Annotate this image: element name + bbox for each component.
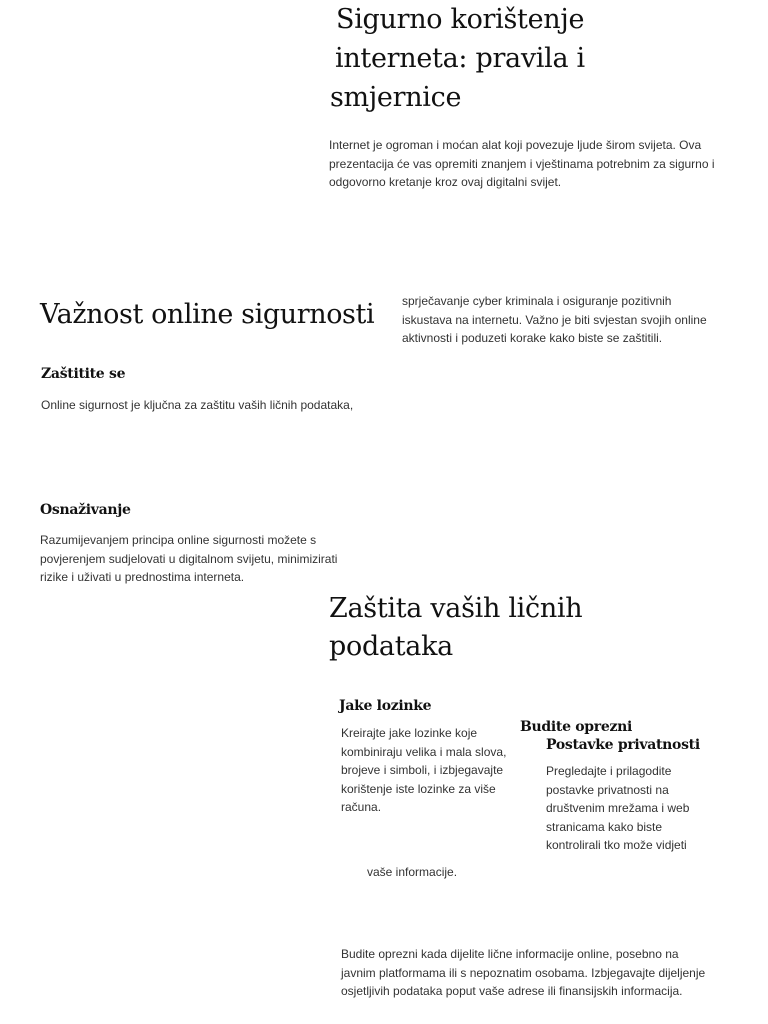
privacy-text: [546, 762, 726, 855]
passwords-line: korištenje iste lozinke za više: [341, 781, 496, 796]
slide1-title-line: smjernice: [330, 82, 462, 113]
empower-text: [40, 531, 370, 587]
slide2-side-line: aktivnosti i poduzeti korake kako biste se zaštitili.: [402, 331, 663, 345]
slide1-intro-line: prezentacija će vas opremiti znanjem i vještinama potrebnim za sigurno i: [329, 156, 715, 171]
slide2-title: Važnost online sigurnosti: [40, 299, 375, 330]
careful-heading: Budite oprezni: [520, 719, 633, 735]
passwords-text: [341, 724, 521, 817]
slide1-intro-line: Internet je ogroman i moćan alat koji povezuje ljude širom svijeta. Ova: [329, 138, 702, 152]
passwords-line: kombiniraju velika i mala slova,: [341, 744, 507, 759]
careful-line: Budite oprezni kada dijelite lične informacije online, posebno na: [341, 947, 679, 961]
passwords-line: računa.: [341, 800, 382, 814]
slide3-title: [329, 590, 582, 666]
empower-line: Razumijevanjem principa online sigurnosti možete s: [40, 533, 317, 547]
slide1-title-line: interneta: pravila i: [335, 43, 585, 74]
privacy-line: Pregledajte i prilagodite: [546, 764, 672, 778]
privacy-line: stranicama kako biste: [546, 819, 663, 834]
careful-text: [341, 945, 741, 1001]
slide2-side-line: sprječavanje cyber kriminala i osiguranje pozitivnih: [402, 294, 672, 308]
protect-text: Online sigurnost je ključna za zaštitu vaših ličnih podataka,: [41, 398, 354, 412]
slide2-side-text: [402, 292, 742, 348]
privacy-text-continuation: vaše informacije.: [367, 865, 458, 879]
empower-line: rizike i uživati u prednostima interneta.: [40, 570, 245, 584]
slide3-title-line: podataka: [329, 631, 453, 662]
slide1-intro-line: odgovorno kretanje kroz ovaj digitalni svijet.: [329, 175, 562, 189]
careful-line: osjetljivih podataka poput vaše adrese ili finansijskih informacija.: [341, 984, 683, 998]
careful-line: javnim platformama ili s nepoznatim osobama. Izbjegavajte dijeljenje: [341, 965, 706, 980]
privacy-line: društvenim mrežama i web: [546, 801, 690, 815]
slide2-side-line: iskustava na internetu. Važno je biti svjestan svojih online: [402, 312, 707, 327]
slide1-title: [330, 0, 630, 117]
slide1-intro: [329, 136, 749, 192]
protect-heading: Zaštitite se: [41, 366, 126, 382]
passwords-line: brojeve i simboli, i izbjegavajte: [341, 763, 504, 777]
privacy-line: kontrolirali tko može vidjeti: [546, 838, 687, 852]
privacy-line: postavke privatnosti na: [546, 782, 669, 797]
slide3-title-line: Zaštita vaših ličnih: [329, 593, 583, 624]
passwords-heading: Jake lozinke: [339, 698, 432, 714]
privacy-heading: Postavke privatnosti: [546, 737, 700, 753]
slide1-title-line: Sigurno korištenje: [336, 4, 585, 35]
empower-heading: Osnaživanje: [40, 502, 131, 518]
passwords-line: Kreirajte jake lozinke koje: [341, 726, 478, 740]
empower-line: povjerenjem sudjelovati u digitalnom svijetu, minimizirati: [40, 551, 338, 566]
